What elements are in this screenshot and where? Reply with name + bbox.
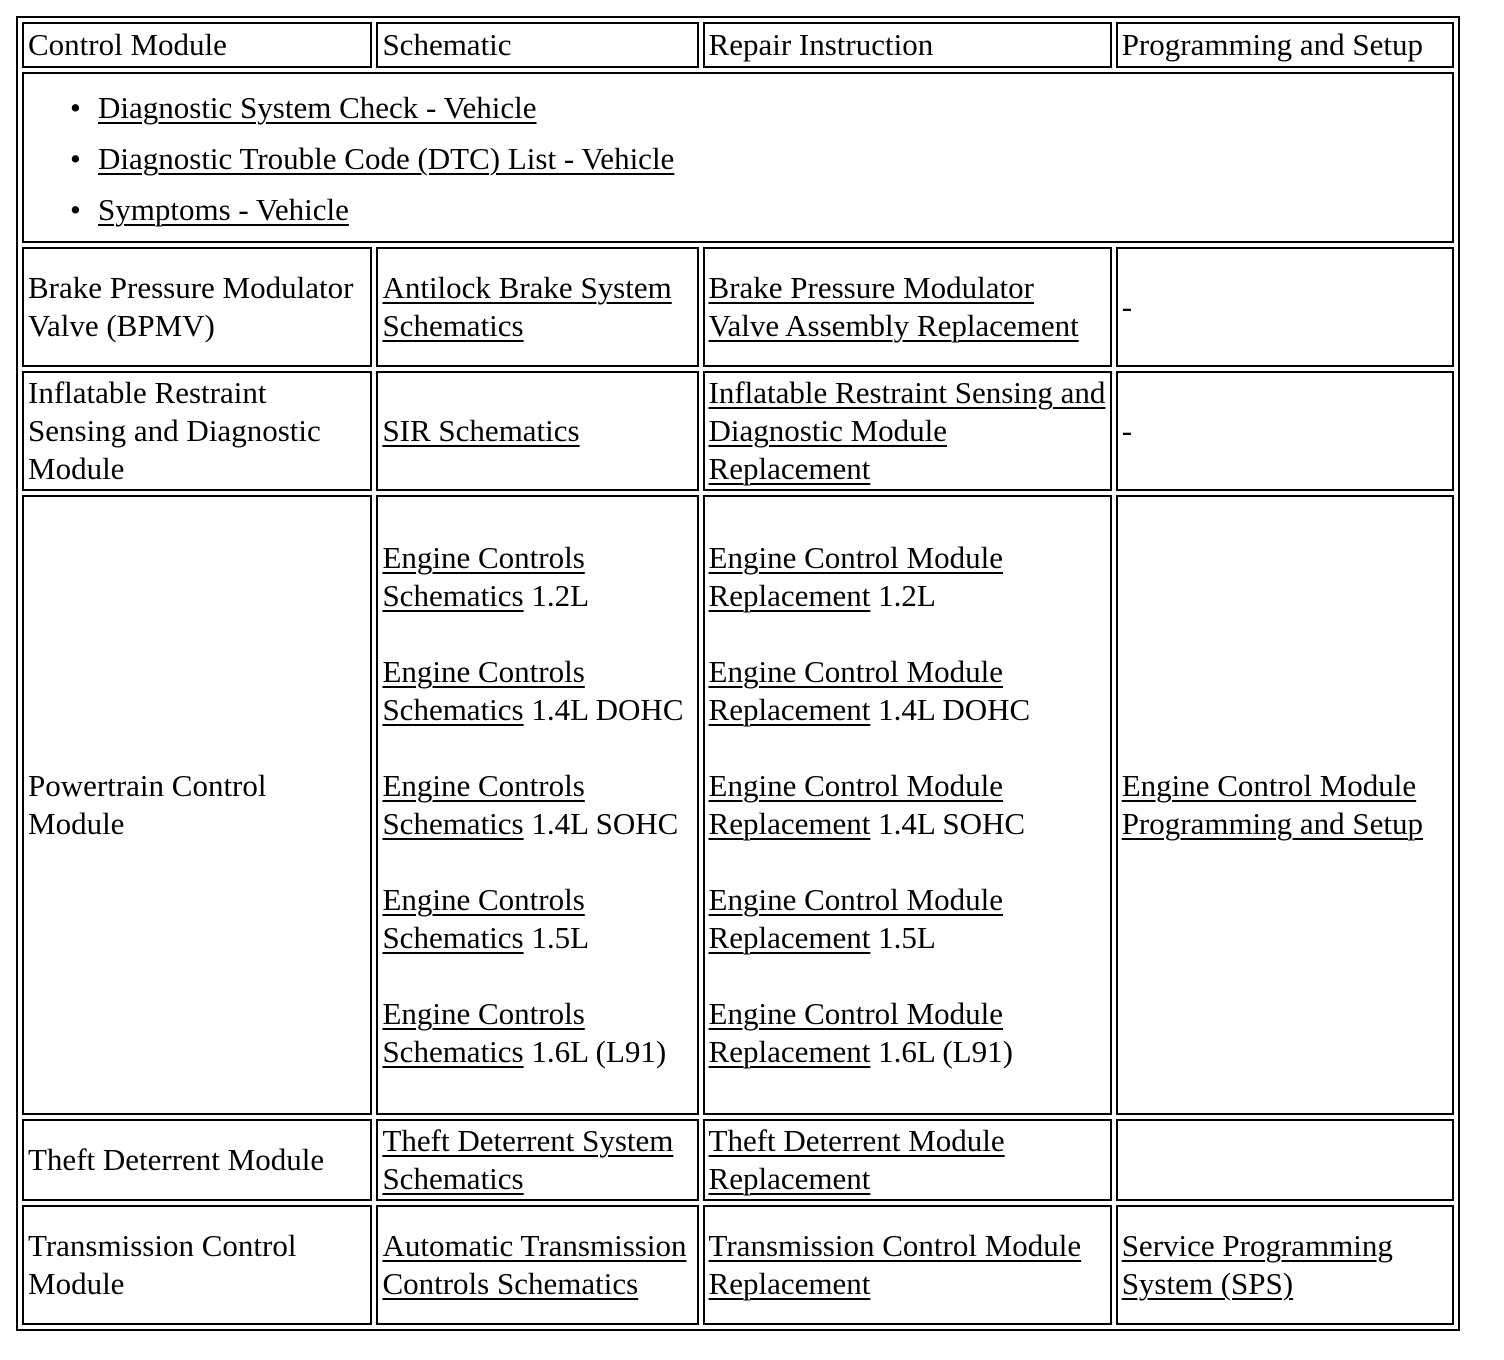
variant-label: 1.4L DOHC xyxy=(523,692,684,727)
table-row-sdm xyxy=(22,371,1454,491)
schematic-entry xyxy=(382,995,692,1071)
tcm-replacement-link[interactable]: Transmission Control Module Replacement xyxy=(708,1228,1082,1301)
engine-controls-schematics-link[interactable]: Engine Controls Schematics xyxy=(382,882,585,955)
engine-controls-schematics-link[interactable]: Engine Controls Schematics xyxy=(382,654,585,727)
variant-label: 1.6L (L91) xyxy=(870,1034,1013,1069)
engine-controls-schematics-link[interactable]: Engine Controls Schematics xyxy=(382,540,585,613)
variant-label: 1.2L xyxy=(870,578,936,613)
ecm-replacement-link[interactable]: Engine Control Module Replacement xyxy=(708,882,1003,955)
variant-label: 1.5L xyxy=(523,920,590,955)
module-name: Brake Pressure Modulator Valve (BPMV) xyxy=(22,247,372,367)
list-item xyxy=(98,82,1448,133)
schematic-entry xyxy=(382,539,692,615)
repair-cell xyxy=(703,495,1112,1115)
module-name: Powertrain Control Module xyxy=(22,495,372,1115)
programming-cell: - xyxy=(1116,247,1454,367)
programming-cell xyxy=(1116,1205,1454,1325)
table-row-tcm xyxy=(22,1205,1454,1325)
module-name: Inflatable Restraint Sensing and Diagnostic Module xyxy=(22,371,372,491)
engine-controls-schematics-link[interactable]: Engine Controls Schematics xyxy=(382,996,585,1069)
ecm-replacement-link[interactable]: Engine Control Module Replacement xyxy=(708,996,1003,1069)
general-links-list xyxy=(28,82,1448,235)
sir-schematics-link[interactable]: SIR Schematics xyxy=(382,413,580,448)
repair-entry xyxy=(709,767,1106,843)
transmission-schematics-link[interactable]: Automatic Transmission Controls Schematics xyxy=(382,1228,687,1301)
diagnostic-system-check-link[interactable]: Diagnostic System Check - Vehicle xyxy=(98,90,537,125)
schematic-entry xyxy=(382,767,692,843)
theft-schematics-link[interactable]: Theft Deterrent System Schematics xyxy=(382,1123,674,1196)
repair-entry xyxy=(709,539,1106,615)
header-control-module: Control Module xyxy=(22,22,372,68)
ecm-replacement-link[interactable]: Engine Control Module Replacement xyxy=(708,540,1003,613)
dtc-list-link[interactable]: Diagnostic Trouble Code (DTC) List - Vehicle xyxy=(98,141,675,176)
schematic-entry xyxy=(382,653,692,729)
general-links-row xyxy=(22,72,1454,243)
header-programming-setup: Programming and Setup xyxy=(1116,22,1454,68)
header-repair-instruction: Repair Instruction xyxy=(703,22,1112,68)
repair-entry xyxy=(709,653,1106,729)
header-schematic: Schematic xyxy=(376,22,698,68)
programming-cell xyxy=(1116,1119,1454,1201)
symptoms-link[interactable]: Symptoms - Vehicle xyxy=(98,192,349,227)
variant-label: 1.4L SOHC xyxy=(523,806,679,841)
programming-cell: - xyxy=(1116,371,1454,491)
table-row-pcm xyxy=(22,495,1454,1115)
schematic-cell xyxy=(376,371,698,491)
theft-module-replacement-link[interactable]: Theft Deterrent Module Replacement xyxy=(708,1123,1005,1196)
ecm-replacement-link[interactable]: Engine Control Module Replacement xyxy=(708,768,1003,841)
variant-label: 1.2L xyxy=(523,578,590,613)
schematic-cell xyxy=(376,1119,698,1201)
bpmv-replacement-link[interactable]: Brake Pressure Modulator Valve Assembly Replacement xyxy=(708,270,1079,343)
repair-cell xyxy=(703,1119,1112,1201)
table-row-theft xyxy=(22,1119,1454,1201)
general-links-cell xyxy=(22,72,1454,243)
variant-label: 1.4L SOHC xyxy=(870,806,1026,841)
repair-cell xyxy=(703,247,1112,367)
module-name: Transmission Control Module xyxy=(22,1205,372,1325)
schematic-cell xyxy=(376,495,698,1115)
schematic-cell xyxy=(376,247,698,367)
ecm-replacement-link[interactable]: Engine Control Module Replacement xyxy=(708,654,1003,727)
sps-link[interactable]: Service Programming System (SPS) xyxy=(1121,1228,1393,1301)
programming-cell xyxy=(1116,495,1454,1115)
abs-schematics-link[interactable]: Antilock Brake System Schematics xyxy=(382,270,672,343)
list-item xyxy=(98,133,1448,184)
schematic-cell xyxy=(376,1205,698,1325)
schematic-entry xyxy=(382,881,692,957)
control-module-table xyxy=(16,16,1460,1331)
repair-cell xyxy=(703,371,1112,491)
sdm-replacement-link[interactable]: Inflatable Restraint Sensing and Diagnostic Module Replacement xyxy=(708,375,1106,486)
repair-entry xyxy=(709,881,1106,957)
ecm-programming-link[interactable]: Engine Control Module Programming and Setup xyxy=(1121,768,1424,841)
engine-controls-schematics-link[interactable]: Engine Controls Schematics xyxy=(382,768,585,841)
variant-label: 1.4L DOHC xyxy=(870,692,1031,727)
table-row-bpmv xyxy=(22,247,1454,367)
module-name: Theft Deterrent Module xyxy=(22,1119,372,1201)
header-row xyxy=(22,22,1454,68)
repair-cell xyxy=(703,1205,1112,1325)
variant-label: 1.5L xyxy=(870,920,936,955)
variant-label: 1.6L (L91) xyxy=(523,1034,667,1069)
list-item xyxy=(98,184,1448,235)
repair-entry xyxy=(709,995,1106,1071)
